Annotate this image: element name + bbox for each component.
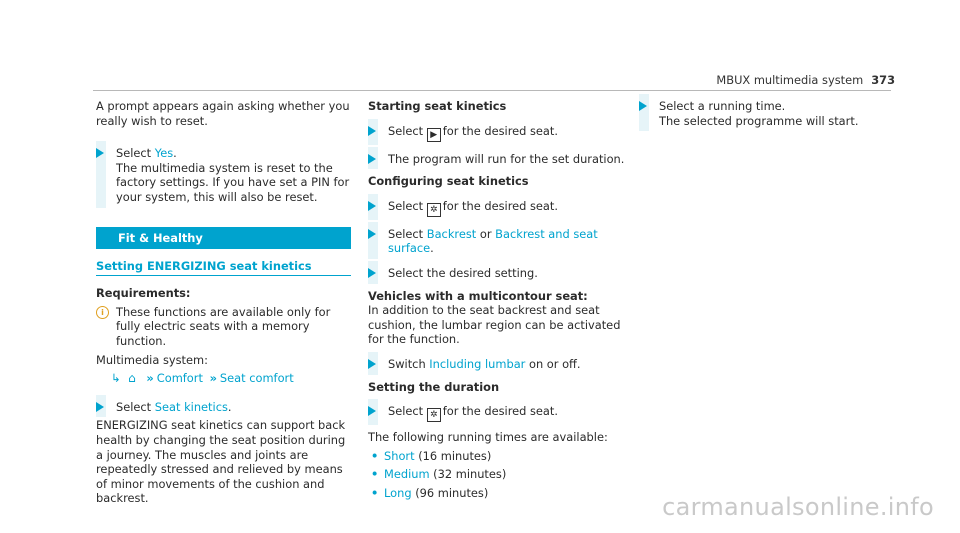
intro-text: A prompt appears again asking whether you really wish to reset. — [96, 99, 350, 128]
step-result: The selected programme will start. — [659, 113, 859, 128]
backrest-seat-surface-option[interactable]: Backrest and seat surface — [388, 226, 598, 256]
step-arrow-icon — [368, 229, 376, 239]
header-title: MBUX multimedia system — [716, 73, 864, 87]
nav-comfort[interactable]: Comfort — [156, 371, 203, 386]
multimedia-label: Multimedia system: — [96, 352, 208, 367]
step-text: Select — [388, 198, 424, 213]
starting-heading: Starting seat kinetics — [368, 99, 507, 113]
section-bar: Fit & Healthy — [96, 227, 351, 249]
multicontour-heading: Vehicles with a multicontour seat: — [368, 288, 588, 303]
run-time: (16 minutes) — [418, 448, 492, 463]
run-time: (96 minutes) — [415, 485, 489, 500]
step-text: Switch — [388, 356, 426, 371]
step-arrow-icon — [96, 148, 104, 158]
start-step-2 — [368, 152, 626, 167]
nav-separator-icon: » — [146, 371, 154, 386]
step-arrow-icon — [368, 406, 376, 416]
yes-option[interactable]: Yes — [154, 146, 174, 161]
header-rule — [93, 90, 891, 91]
step-select-yes — [96, 146, 351, 204]
watermark: carmanualsonline.info — [662, 493, 934, 521]
step-text: Select — [116, 399, 152, 414]
requirements-note — [96, 305, 351, 349]
requirements-text: These functions are available only for fully electric seats with a memory function. — [116, 304, 331, 348]
step-arrow-icon — [368, 154, 376, 164]
column-3 — [639, 99, 879, 128]
start-step-1 — [368, 124, 626, 142]
step-text: Select — [116, 146, 152, 161]
seat-kinetics-option[interactable]: Seat kinetics — [154, 399, 228, 414]
step-arrow-icon — [368, 126, 376, 136]
run-option-short[interactable]: Short — [384, 448, 415, 463]
list-item — [368, 486, 626, 501]
step-text: Select — [388, 404, 424, 419]
running-times-list — [368, 449, 626, 501]
info-icon: i — [96, 306, 109, 319]
run-option-medium[interactable]: Medium — [384, 467, 430, 482]
step-arrow-icon — [368, 268, 376, 278]
run-option-long[interactable]: Long — [384, 485, 412, 500]
step-text: Select a running time. — [659, 99, 786, 113]
play-icon[interactable]: ▶ — [427, 128, 441, 142]
nav-path — [96, 371, 351, 386]
config-step-2 — [368, 227, 626, 256]
multicontour-body: In addition to the seat backrest and seat cushion, the lumbar region can be activated for the function. — [368, 303, 621, 347]
step-tail: for the desired seat. — [442, 123, 559, 138]
step-tail: . — [227, 399, 232, 414]
step-text: Select — [388, 226, 424, 241]
step-tail: on or off. — [529, 356, 581, 371]
page-number: 373 — [871, 73, 895, 87]
step-arrow-icon — [368, 359, 376, 369]
settings-icon[interactable]: ✲ — [427, 203, 441, 217]
running-time-step — [639, 99, 879, 128]
config-heading: Configuring seat kinetics — [368, 174, 529, 189]
duration-heading: Setting the duration — [368, 379, 500, 394]
backrest-option[interactable]: Backrest — [426, 226, 477, 241]
nav-arrow-icon: ↳ — [111, 371, 121, 386]
step-tail: for the desired seat. — [442, 198, 559, 213]
list-item — [368, 467, 626, 482]
or-text: or — [479, 226, 492, 241]
home-icon[interactable]: ⌂ — [128, 371, 136, 386]
step-arrow-icon — [96, 402, 104, 412]
step-arrow-icon — [639, 101, 647, 111]
step-text: Select — [388, 123, 424, 138]
list-item — [368, 449, 626, 464]
step-text: Select the desired setting. — [388, 265, 538, 280]
step-result: The multimedia system is reset to the factory settings. If you have set a PIN for your system, this will also be reset. — [116, 160, 350, 204]
including-lumbar-option[interactable]: Including lumbar — [429, 356, 526, 371]
requirements-label: Requirements: — [96, 286, 191, 301]
duration-step — [368, 404, 626, 422]
step-text: The program will run for the set duration. — [388, 151, 625, 166]
config-step-3 — [368, 266, 626, 281]
body-text: ENERGIZING seat kinetics can support back health by changing the seat position during a journey. The muscles and joints are repeatedly stressed and relieved by means of minor movements of the cushion and backrest. — [96, 418, 346, 506]
settings-icon[interactable]: ✲ — [427, 408, 441, 422]
page-header — [716, 73, 895, 87]
column-2 — [368, 99, 626, 505]
run-time: (32 minutes) — [433, 467, 507, 482]
nav-seat-comfort[interactable]: Seat comfort — [219, 371, 294, 386]
step-tail: for the desired seat. — [442, 404, 559, 419]
nav-separator-icon: » — [209, 371, 217, 386]
column-1 — [96, 99, 351, 506]
config-step-1 — [368, 199, 626, 217]
following-text: The following running times are available: — [368, 430, 608, 445]
subheading: Setting ENERGIZING seat kinetics — [96, 259, 351, 277]
step-arrow-icon — [368, 201, 376, 211]
step-tail: . — [173, 146, 177, 161]
multicontour-step — [368, 357, 626, 372]
step-seat-kinetics — [96, 400, 351, 415]
step-tail: . — [430, 241, 434, 256]
